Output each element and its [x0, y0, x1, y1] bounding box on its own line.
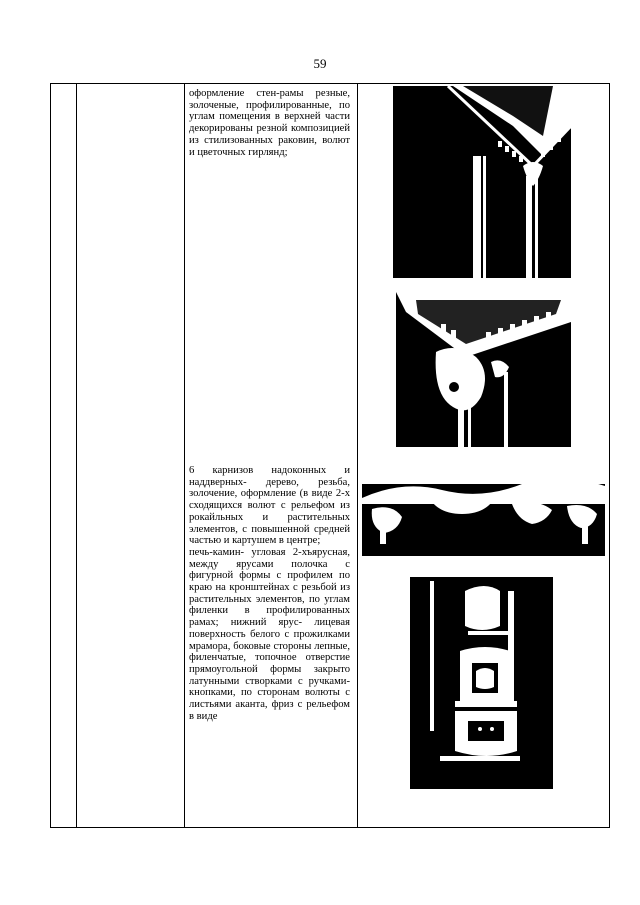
column-divider — [357, 84, 358, 827]
description-paragraph-stove: печь-камин- угловая 2-хъярусная, между ярусами полочка с фигурной формы с профилем по краю на кронштейнах с резьбой из растительных элементов, по углам филенки в профилированных рамах; нижний ярус- лицевая поверхность белого с прожилками мрамора, боковые стороны лепные, филенчатые, топочное отверстие прямоугольной формы закрыто латунными створками с ручками-кнопками, по сторонам волюты с листьями аканта, фриз с рельефом в виде — [189, 546, 350, 722]
description-paragraph-cornices: 6 карнизов надоконных и наддверных- дерево, резьба, золочение, оформление (в виде 2-х сходящихся волют с рельефом из рокайльных и растительных элементов, с повышенной средней частью и картушем в центре; — [189, 465, 350, 547]
description-cell-row1 — [189, 88, 350, 158]
ceiling-corner-column-photo — [393, 86, 571, 278]
corner-bracket-ornament-photo — [396, 292, 571, 447]
description-cell-row2 — [189, 465, 350, 722]
document-table — [50, 83, 610, 828]
description-text: оформление стен-рамы резные, золоченые, профилированные, по углам помещения в верхней части декорированы резной композицией из стилизованных раковин, волют и цветочных гирлянд; — [189, 88, 350, 158]
column-divider — [76, 84, 77, 827]
stove-fireplace-photo — [410, 571, 553, 789]
cornice-carving-photo — [362, 464, 605, 556]
column-divider — [184, 84, 185, 827]
page-number: 59 — [313, 56, 327, 71]
